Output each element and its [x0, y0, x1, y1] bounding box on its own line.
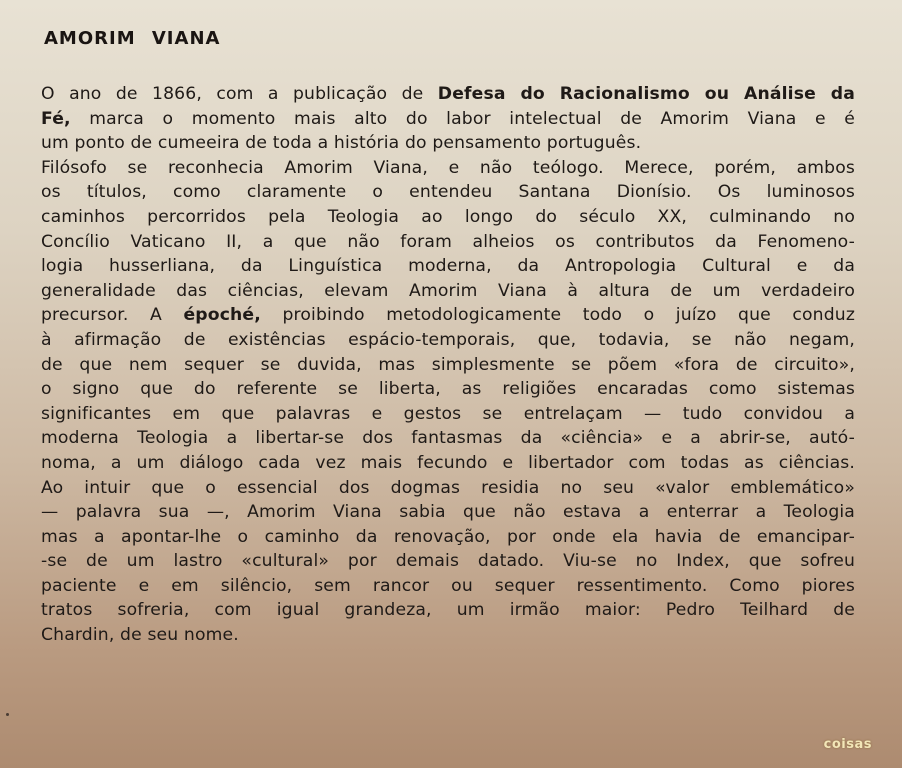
- text-line: à afirmação de existências espácio-temporais, que, todavia, se não negam,: [41, 329, 855, 350]
- text-run: proibindo metodologicamente todo o juízo que conduz: [260, 305, 856, 326]
- text-run: precursor. A: [41, 305, 184, 326]
- text-line: Chardin, de seu nome.: [41, 625, 239, 646]
- text-line: Concílio Vaticano II, a que não foram alheios os contributos da Fenomeno-: [41, 231, 855, 252]
- text-line: mas a apontar-lhe o caminho da renovação, por onde ela havia de emancipar-: [41, 526, 855, 547]
- book-title: Defesa do Racionalismo ou Análise da: [437, 84, 855, 104]
- text-line: Ao intuir que o essencial dos dogmas residia no seu «valor emblemático»: [41, 477, 855, 498]
- body-text: [41, 82, 861, 648]
- text-line: generalidade das ciências, elevam Amorim Viana à altura de um verdadeiro: [41, 280, 855, 301]
- text-run: marca o momento mais alto do labor intelectual de Amorim Viana e é: [70, 108, 855, 129]
- text-run: O ano de 1866, com a publicação de: [41, 84, 438, 104]
- text-line: [41, 303, 855, 328]
- text-line: tratos sofreria, com igual grandeza, um irmão maior: Pedro Teilhard de: [41, 600, 855, 621]
- text-line: significantes em que palavras e gestos se entrelaçam — tudo convidou a: [41, 403, 855, 424]
- text-line: moderna Teologia a libertar-se dos fantasmas da «ciência» e a abrir-se, autó-: [41, 428, 855, 449]
- text-line: o signo que do referente se liberta, as religiões encaradas como sistemas: [41, 379, 855, 400]
- text-line: — palavra sua —, Amorim Viana sabia que não estava a enterrar a Teologia: [41, 502, 855, 523]
- text-line: [41, 107, 855, 132]
- author-heading: AMORIM VIANA: [44, 28, 221, 49]
- text-line: caminhos percorridos pela Teologia ao longo do século XX, culminando no: [41, 206, 855, 227]
- text-line: paciente e em silêncio, sem rancor ou sequer ressentimento. Como piores: [41, 575, 855, 596]
- emphasis-epoche: époché,: [183, 305, 261, 326]
- text-line: Filósofo se reconhecia Amorim Viana, e não teólogo. Merece, porém, ambos: [41, 157, 855, 178]
- text-line: [41, 82, 855, 107]
- text-line: de que nem sequer se duvida, mas simplesmente se põem «fora de circuito»,: [41, 354, 855, 375]
- text-line: noma, a um diálogo cada vez mais fecundo e libertador com todas as ciências.: [41, 452, 855, 473]
- margin-dot: [6, 713, 9, 716]
- watermark-logo: coisas: [823, 737, 872, 752]
- text-line: um ponto de cumeeira de toda a história do pensamento português.: [41, 133, 642, 154]
- book-title-end: Fé,: [41, 108, 71, 129]
- text-line: -se de um lastro «cultural» por demais datado. Viu-se no Index, que sofreu: [41, 551, 855, 572]
- text-line: os títulos, como claramente o entendeu Santana Dionísio. Os luminosos: [41, 182, 855, 203]
- text-line: logia husserliana, da Linguística moderna, da Antropologia Cultural e da: [41, 256, 855, 277]
